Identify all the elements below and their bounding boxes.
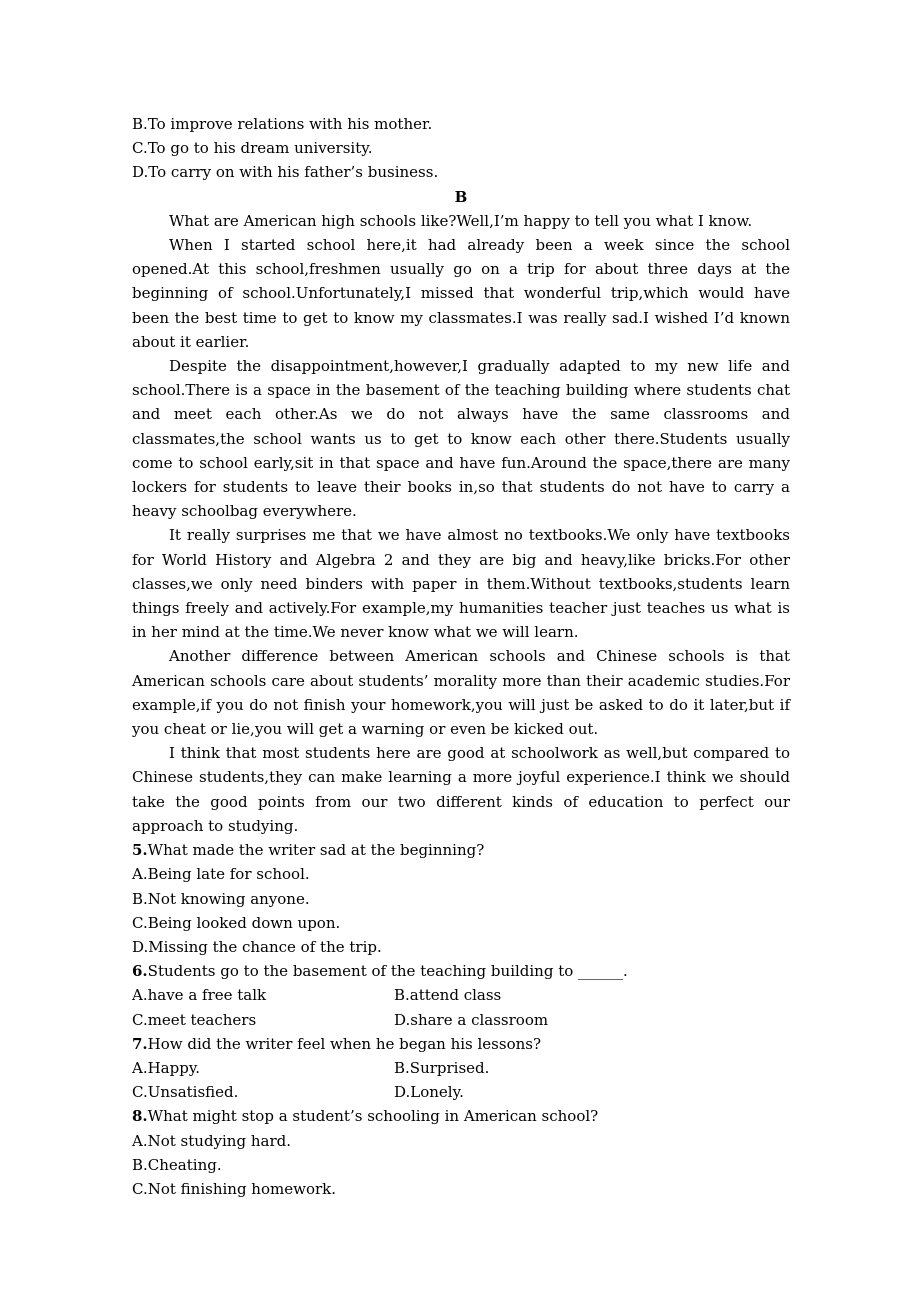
- option-d: D.To carry on with his father’s business.: [132, 163, 439, 182]
- question-number: 7.: [132, 1034, 148, 1053]
- passage-paragraph: Despite the disappointment,however,I gradually adapted to my new life and school.There is a space in the basement of the teaching building where students chat and meet each other.As we do not always have the same classrooms and classmates,the school wants us to get to know each other there.Students usually come to school early,sit in that space and have fun.Around the space,there are many lockers for students to leave their books in,so that students do not have to carry a heavy schoolbag everywhere.: [132, 357, 790, 521]
- question-stem: Students go to the basement of the teaching building to ______.: [147, 962, 628, 981]
- option-row: [132, 983, 790, 1007]
- question-number: 8.: [132, 1107, 148, 1126]
- answer-option: B.Not knowing anyone.: [132, 889, 310, 908]
- passage-paragraph: Another difference between American schools and Chinese schools is that American schools care about students’ morality more than their academic studies.For example,if you do not finish your homework,you will just be asked to do it later,but if you cheat or lie,you will get a warning or even be kicked out.: [132, 647, 790, 739]
- document-page: [132, 112, 790, 1201]
- answer-option: D.Missing the chance of the trip.: [132, 937, 382, 956]
- passage-paragraph: I think that most students here are good at schoolwork as well,but compared to Chinese students,they can make learning a more joyful experience.I think we should take the good points from our two different kinds of education to perfect our approach to studying.: [132, 744, 790, 835]
- answer-option: C.Being looked down upon.: [132, 913, 341, 932]
- question-7: [132, 1032, 790, 1056]
- option-row: [132, 1080, 790, 1104]
- passage-paragraph: What are American high schools like?Well,I’m happy to tell you what I know.: [169, 211, 753, 230]
- question-number: 5.: [132, 841, 148, 860]
- section-label: B: [454, 187, 468, 206]
- answer-option: B.attend class: [394, 986, 502, 1005]
- option-row: [132, 1008, 790, 1032]
- answer-option: D.share a classroom: [394, 1010, 549, 1029]
- answer-option: A.Being late for school.: [132, 865, 310, 884]
- passage-paragraph: When I started school here,it had already been a week since the school opened.At this school,freshmen usually go on a trip for about three days at the beginning of school.Unfortunately,I missed that wonderful trip,which would have been the best time to get to know my classmates.I was really sad.I wished I’d known about it earlier.: [132, 236, 790, 351]
- question-5: [132, 838, 790, 862]
- option-c: C.To go to his dream university.: [132, 139, 373, 158]
- option-row: [132, 1056, 790, 1080]
- answer-option: A.Not studying hard.: [132, 1131, 291, 1150]
- question-6: [132, 959, 790, 983]
- question-stem: What made the writer sad at the beginning?: [147, 841, 485, 860]
- answer-option: C.Unsatisfied.: [132, 1083, 239, 1102]
- answer-option: D.Lonely.: [394, 1083, 464, 1102]
- question-number: 6.: [132, 962, 148, 981]
- question-stem: How did the writer feel when he began his lessons?: [147, 1034, 542, 1053]
- answer-option: C.Not finishing homework.: [132, 1179, 337, 1198]
- answer-option: A.have a free talk: [132, 986, 267, 1005]
- question-8: [132, 1104, 790, 1128]
- question-stem: What might stop a student’s schooling in American school?: [147, 1107, 599, 1126]
- answer-option: C.meet teachers: [132, 1010, 257, 1029]
- passage-paragraph: It really surprises me that we have almost no textbooks.We only have textbooks for World History and Algebra 2 and they are big and heavy,like bricks.For other classes,we only need binders with paper in them.Without textbooks,students learn things freely and actively.For example,my humanities teacher just teaches us what is in her mind at the time.We never know what we will learn.: [132, 526, 790, 642]
- answer-option: B.Cheating.: [132, 1155, 222, 1174]
- answer-option: B.Surprised.: [394, 1058, 490, 1077]
- answer-option: A.Happy.: [132, 1058, 201, 1077]
- option-b: B.To improve relations with his mother.: [132, 115, 433, 133]
